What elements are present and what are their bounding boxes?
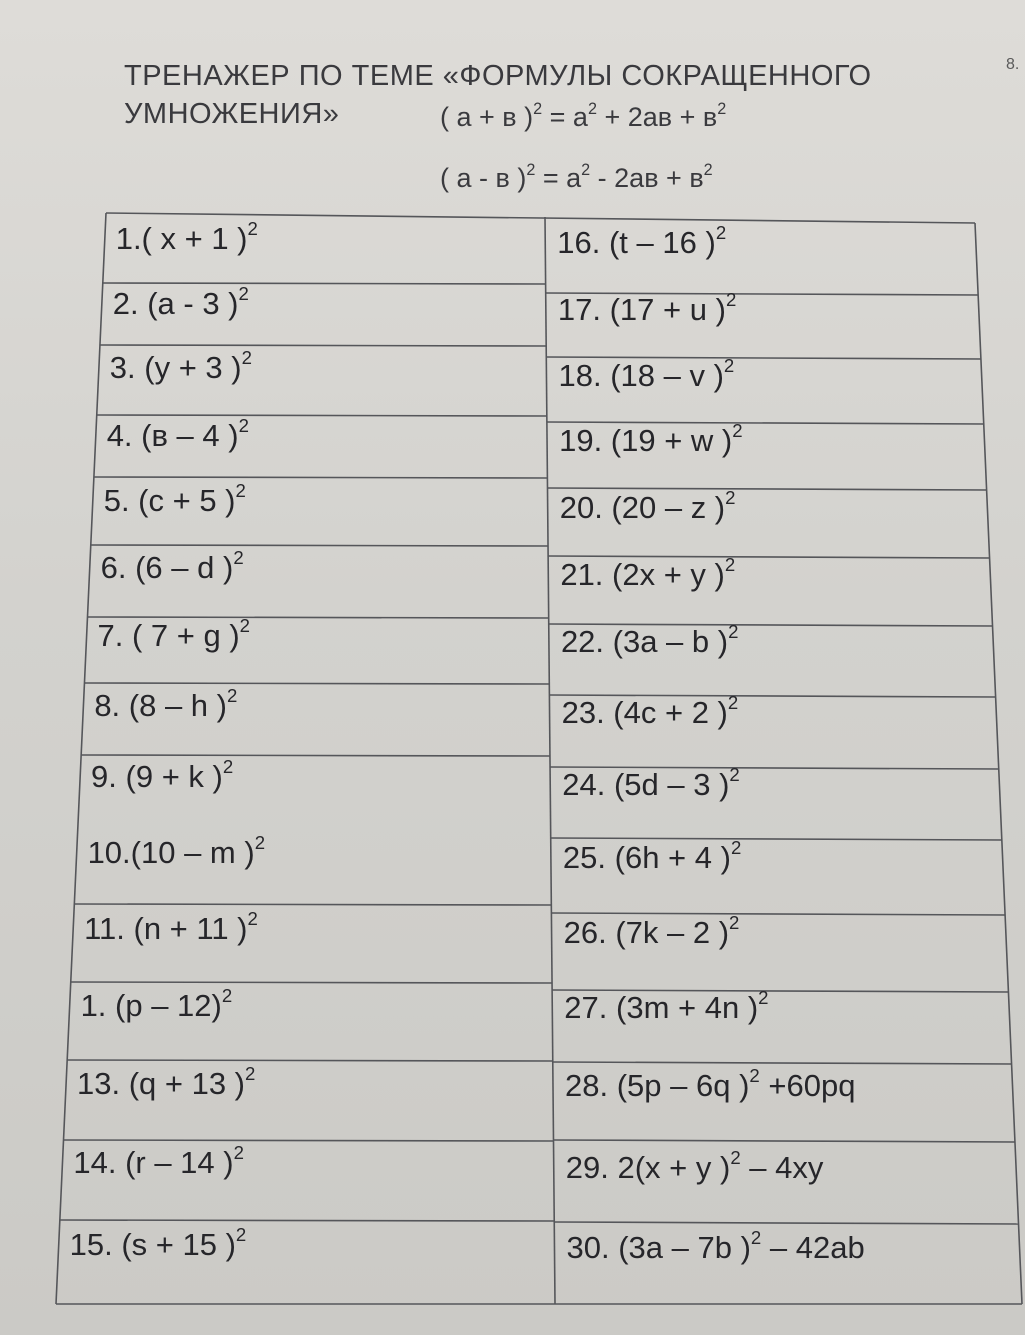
table-rule <box>84 683 549 684</box>
exercise-exponent: 2 <box>758 987 769 1009</box>
exercise-exponent: 2 <box>732 420 743 442</box>
exercise-expression: 13. (q + 13 ) <box>76 1066 246 1101</box>
exercise-item <box>559 487 736 526</box>
exercise-expression: 30. (3a – 7b ) <box>566 1230 751 1265</box>
formula-lhs: ( а + в ) <box>440 102 534 132</box>
formula-rhs-mid: + 2ав + в <box>596 102 718 132</box>
exercise-expression: 10.(10 – m ) <box>87 835 255 870</box>
exercise-exponent: 2 <box>730 1147 741 1169</box>
exercise-exponent: 2 <box>241 347 252 369</box>
table-rule <box>94 477 548 478</box>
exercise-expression: 20. (20 – z ) <box>559 490 726 525</box>
table-rule <box>67 1060 553 1061</box>
worksheet-title-line-1: ТРЕНАЖЕР ПО ТЕМЕ «ФОРМУЛЫ СОКРАЩЕННОГО <box>124 60 872 92</box>
exercise-tail-term: – 4xy <box>740 1150 824 1185</box>
formula-exponent: 2 <box>533 99 543 118</box>
exercise-item <box>558 355 735 394</box>
exercise-item <box>557 289 737 328</box>
exercise-item <box>80 985 233 1024</box>
exercise-expression: 4. (в – 4 ) <box>106 418 239 453</box>
exercise-exponent: 2 <box>221 985 233 1007</box>
exercise-tail-term: – 42ab <box>761 1230 865 1265</box>
exercise-expression: 9. (9 + k ) <box>91 759 223 794</box>
exercise-exponent: 2 <box>235 480 246 502</box>
formula-exponent: 2 <box>703 160 713 179</box>
exercise-exponent: 2 <box>238 283 249 305</box>
exercise-expression: 11. (n + 11 ) <box>84 911 248 946</box>
exercise-item <box>563 912 740 951</box>
exercise-expression: 16. (t – 16 ) <box>557 225 716 260</box>
exercise-item <box>94 685 238 724</box>
exercise-item <box>106 415 249 454</box>
exercise-exponent: 2 <box>227 685 238 707</box>
exercise-expression: 28. (5p – 6q ) <box>565 1068 750 1103</box>
exercise-exponent: 2 <box>254 832 266 854</box>
exercise-expression: 1. (p – 12) <box>80 988 222 1023</box>
exercise-exponent: 2 <box>233 547 244 569</box>
table-rule <box>74 904 551 905</box>
exercise-exponent: 2 <box>723 355 735 377</box>
exercise-expression: 22. (3a – b ) <box>560 624 729 659</box>
exercise-item <box>564 987 769 1026</box>
exercise-exponent: 2 <box>750 1227 762 1249</box>
exercise-exponent: 2 <box>222 756 234 778</box>
table-rule <box>60 1220 554 1221</box>
exercise-item <box>566 1227 865 1266</box>
formula-rhs-mid: - 2ав + в <box>590 163 704 193</box>
exercise-item <box>560 621 739 660</box>
table-rule <box>97 415 547 416</box>
exercise-exponent: 2 <box>238 415 249 437</box>
exercise-item <box>565 1065 856 1104</box>
exercise-expression: 5. (c + 5 ) <box>103 483 236 518</box>
exercise-exponent: 2 <box>233 1142 244 1164</box>
formula-exponent: 2 <box>526 160 536 179</box>
exercise-expression: 7. ( 7 + g ) <box>97 618 240 653</box>
exercise-item <box>73 1142 244 1181</box>
exercise-exponent: 2 <box>727 692 739 714</box>
table-rule <box>553 1062 1012 1064</box>
exercise-item <box>557 222 727 261</box>
exercise-item <box>84 908 258 947</box>
exercise-expression: 23. (4c + 2 ) <box>561 695 728 730</box>
exercise-exponent: 2 <box>725 289 737 311</box>
exercise-exponent: 2 <box>749 1065 760 1087</box>
exercise-item <box>100 547 244 586</box>
table-rule <box>553 1140 1014 1142</box>
exercise-tail-term: +60pq <box>759 1068 856 1103</box>
table-rule <box>100 345 546 346</box>
formula-rhs-a: = а <box>535 163 582 193</box>
exercise-exponent: 2 <box>728 621 739 643</box>
exercise-exponent: 2 <box>235 1224 247 1246</box>
exercise-expression: 18. (18 – v ) <box>558 358 724 393</box>
exercise-exponent: 2 <box>730 837 742 859</box>
exercise-item <box>562 837 742 876</box>
exercise-expression: 17. (17 + u ) <box>557 292 726 327</box>
exercise-item <box>115 218 258 257</box>
table-rule <box>103 283 546 284</box>
exercise-exponent: 2 <box>729 764 740 786</box>
formula-exponent: 2 <box>717 99 727 118</box>
table-rule <box>91 545 548 546</box>
exercise-exponent: 2 <box>715 222 727 244</box>
exercise-item <box>76 1063 256 1102</box>
exercise-expression: 8. (8 – h ) <box>94 688 227 723</box>
exercise-exponent: 2 <box>247 218 258 240</box>
table-rule <box>71 982 552 983</box>
exercise-expression: 2. (a - 3 ) <box>112 286 239 321</box>
exercise-expression: 1.( x + 1 ) <box>115 221 248 256</box>
formula-lhs: ( а - в ) <box>440 163 527 193</box>
corner-mark: 8. <box>1006 56 1020 73</box>
exercise-item <box>69 1224 247 1263</box>
exercise-expression: 21. (2x + y ) <box>560 557 725 592</box>
table-rule <box>64 1140 554 1141</box>
table-rule <box>81 755 550 756</box>
exercise-item <box>103 480 246 519</box>
formula-exponent: 2 <box>587 99 597 118</box>
table-rule <box>554 1222 1018 1224</box>
exercise-exponent: 2 <box>729 912 740 934</box>
exercise-expression: 15. (s + 15 ) <box>69 1227 236 1262</box>
exercise-expression: 14. (r – 14 ) <box>73 1145 234 1180</box>
exercise-expression: 27. (3m + 4n ) <box>564 990 759 1025</box>
exercise-item <box>560 554 736 593</box>
exercise-expression: 6. (6 – d ) <box>100 550 234 585</box>
exercise-item <box>561 692 739 731</box>
exercise-item <box>565 1147 824 1186</box>
exercise-item <box>91 756 234 795</box>
worksheet-title-line-2: УМНОЖЕНИЯ» <box>124 98 340 130</box>
exercise-exponent: 2 <box>724 554 736 576</box>
exercise-item <box>559 420 743 459</box>
exercise-expression: 19. (19 + w ) <box>559 423 733 458</box>
exercise-expression: 3. (y + 3 ) <box>109 350 242 385</box>
exercise-expression: 29. 2(x + y ) <box>565 1150 731 1185</box>
formula-rhs-a: = а <box>542 102 588 132</box>
exercise-item <box>109 347 252 386</box>
exercise-exponent: 2 <box>725 487 736 509</box>
exercise-expression: 25. (6h + 4 ) <box>562 840 731 875</box>
exercise-expression: 24. (5d – 3 ) <box>562 767 730 802</box>
exercise-item <box>97 615 251 654</box>
exercise-item <box>87 832 266 871</box>
exercise-exponent: 2 <box>245 1063 256 1085</box>
formula-exponent: 2 <box>581 160 591 179</box>
exercise-expression: 26. (7k – 2 ) <box>563 915 730 950</box>
exercise-exponent: 2 <box>247 908 258 930</box>
exercise-item <box>562 764 740 803</box>
exercise-exponent: 2 <box>239 615 251 637</box>
exercise-item <box>112 283 249 322</box>
